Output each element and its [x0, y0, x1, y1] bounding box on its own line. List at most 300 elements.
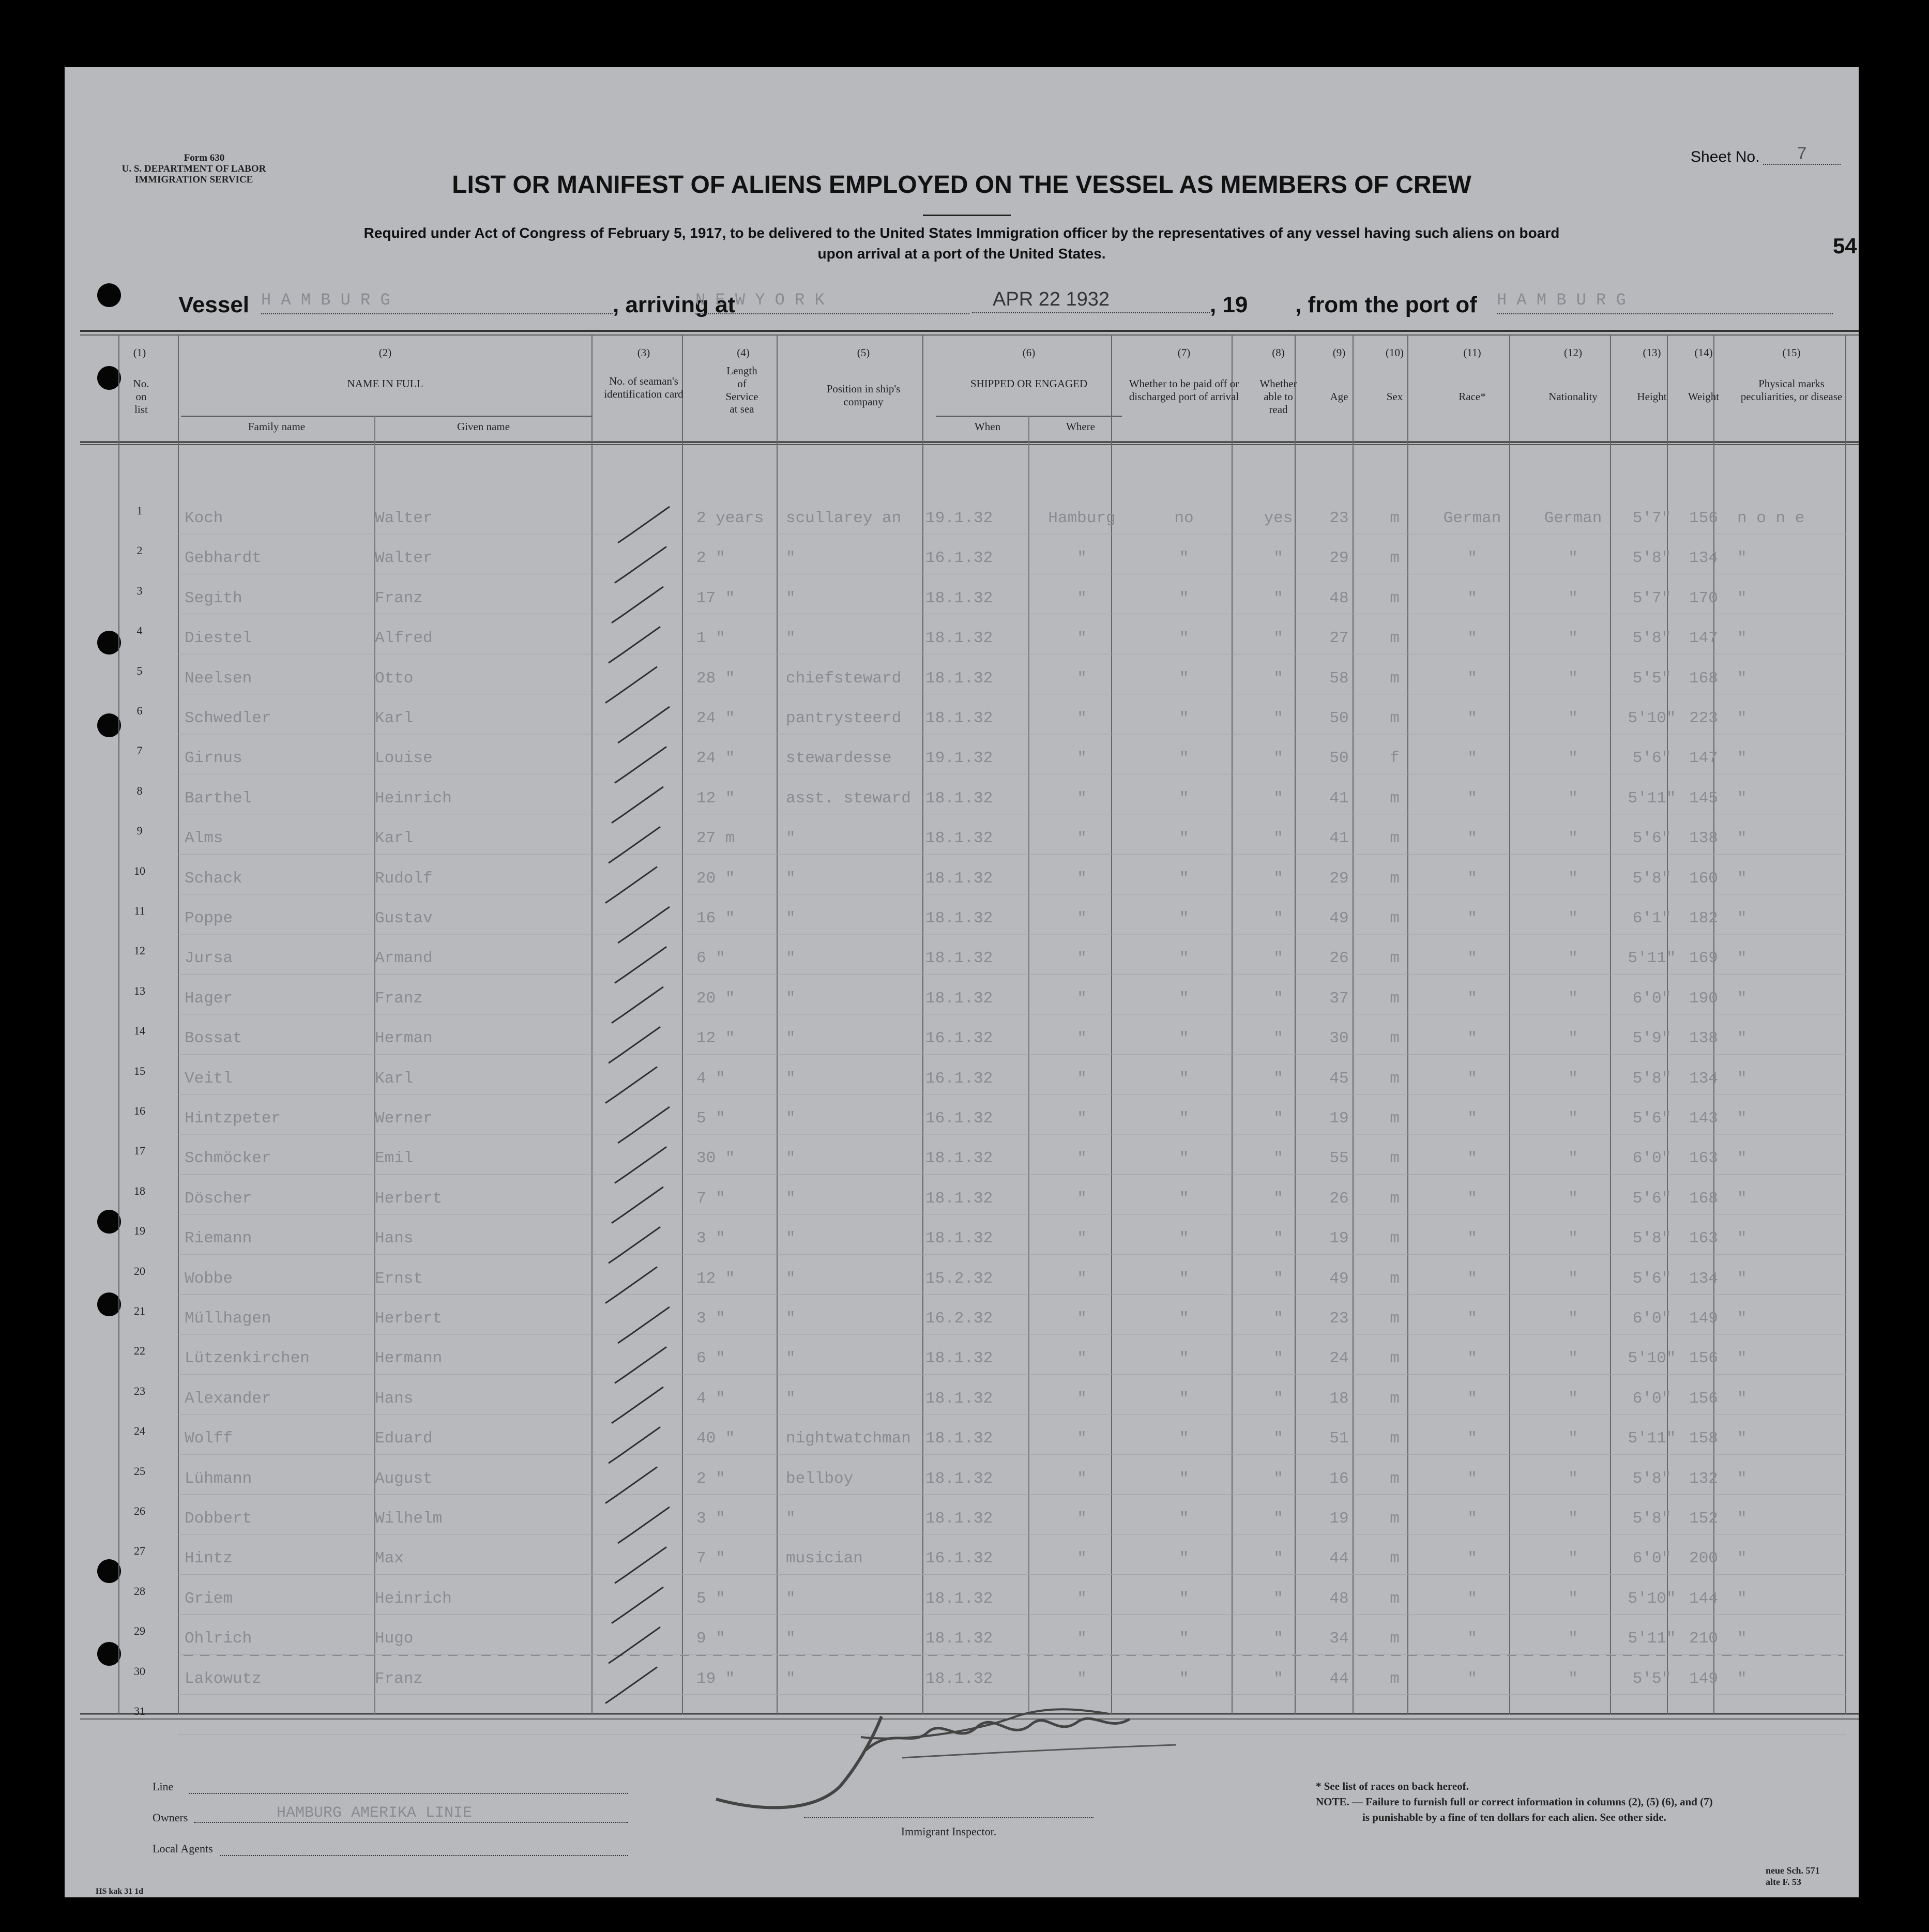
cell-read: " [1273, 1510, 1283, 1528]
row-number: 30 [134, 1664, 145, 1678]
cell-race: " [1467, 829, 1477, 848]
col2-label: NAME IN FULL [347, 377, 423, 390]
cell-sex: m [1390, 1229, 1400, 1248]
cell-race: " [1467, 1269, 1477, 1288]
cell-age: 23 [1329, 1310, 1349, 1328]
cell-nationality: " [1568, 669, 1578, 688]
cell-paid: " [1179, 549, 1189, 568]
cell-weight: 147 [1689, 749, 1718, 768]
cell-when: 18.1.32 [925, 1229, 993, 1248]
row-number: 11 [134, 904, 145, 917]
cell-age: 50 [1329, 749, 1349, 768]
cell-family: Koch [185, 509, 223, 527]
col9-label: Age [1330, 390, 1348, 403]
cell-read: " [1273, 989, 1283, 1008]
cell-sex: m [1390, 1669, 1400, 1688]
cell-weight: 138 [1689, 829, 1718, 848]
table-row [65, 944, 1859, 975]
cell-family: Müllhagen [185, 1310, 271, 1328]
cell-sex: m [1390, 509, 1400, 527]
col11-label: Race* [1459, 390, 1486, 403]
cell-when: 18.1.32 [925, 709, 993, 727]
cell-family: Schack [185, 869, 242, 888]
cell-given: Hermann [375, 1349, 443, 1368]
cell-nationality: " [1568, 1310, 1578, 1328]
cell-service: 2 " [696, 1469, 725, 1488]
cell-nationality: " [1568, 1469, 1578, 1488]
row-number: 25 [134, 1464, 145, 1478]
cell-paid: " [1179, 1029, 1189, 1048]
cell-read: " [1273, 709, 1283, 727]
line-label: Line [153, 1780, 174, 1793]
cell-paid: " [1179, 1069, 1189, 1088]
cell-height: 5'6" [1632, 1189, 1672, 1208]
cell-position: stewardesse [786, 749, 892, 768]
cell-race: German [1443, 509, 1501, 527]
cell-when: 18.1.32 [925, 1630, 993, 1648]
col12-number: (12) [1564, 346, 1582, 359]
cell-paid: " [1179, 709, 1189, 727]
cell-marks: " [1737, 869, 1747, 888]
table-row [65, 1224, 1859, 1255]
cell-given: Eduard [375, 1429, 433, 1448]
cell-given: Franz [375, 1669, 423, 1688]
cell-marks: " [1737, 1269, 1747, 1288]
cell-given: Herbert [375, 1189, 443, 1208]
cell-race: " [1467, 1229, 1477, 1248]
cell-weight: 156 [1689, 509, 1718, 527]
cell-read: " [1273, 1149, 1283, 1168]
col5-number: (5) [857, 346, 870, 359]
cell-age: 19 [1329, 1510, 1349, 1528]
row-number: 29 [134, 1624, 145, 1638]
cell-position: " [786, 1589, 796, 1608]
cell-race: " [1467, 989, 1477, 1008]
cell-weight: 190 [1689, 989, 1718, 1008]
col4-label: Length of Service at sea [725, 364, 758, 416]
cell-paid: " [1179, 589, 1189, 607]
table-row [65, 904, 1859, 935]
cell-read: " [1273, 1429, 1283, 1448]
cell-family: Neelsen [185, 669, 252, 688]
cell-height: 6'0" [1632, 1549, 1672, 1568]
cell-service: 20 " [696, 869, 735, 888]
cell-read: " [1273, 669, 1283, 688]
cell-service: 5 " [696, 1589, 725, 1608]
cell-marks: " [1737, 829, 1747, 848]
schedule-new: neue Sch. 571 [1766, 1865, 1820, 1876]
cell-sex: m [1390, 1029, 1400, 1048]
row-number: 31 [134, 1705, 145, 1717]
cell-nationality: " [1568, 1389, 1578, 1408]
cell-height: 5'10" [1628, 709, 1676, 727]
cell-paid: " [1179, 1469, 1189, 1488]
cell-nationality: " [1568, 749, 1578, 768]
cell-sex: m [1390, 869, 1400, 888]
cell-paid: " [1179, 629, 1189, 648]
cell-age: 51 [1329, 1429, 1349, 1448]
cell-nationality: " [1568, 789, 1578, 808]
cell-nationality: " [1568, 1029, 1578, 1048]
cell-when: 18.1.32 [925, 1389, 993, 1408]
cell-family: Lützenkirchen [185, 1349, 310, 1368]
table-row [65, 1585, 1859, 1616]
row-number: 19 [134, 1224, 145, 1238]
cell-read: " [1273, 749, 1283, 768]
cell-service: 24 " [696, 709, 735, 727]
cell-given: Hans [375, 1389, 414, 1408]
cell-where: " [1077, 1149, 1087, 1168]
from-port-label: , from the port of [1295, 292, 1477, 317]
owners-value: HAMBURG AMERIKA LINIE [194, 1804, 628, 1823]
owners-label: Owners [153, 1811, 188, 1824]
cell-position: bellboy [786, 1469, 854, 1488]
cell-age: 48 [1329, 589, 1349, 607]
cell-weight: 160 [1689, 869, 1718, 888]
cell-given: Walter [375, 509, 433, 527]
col14-label: Weight [1688, 390, 1720, 403]
cell-given: Franz [375, 589, 423, 607]
row-number: 16 [134, 1104, 145, 1117]
cell-nationality: " [1568, 1510, 1578, 1528]
cell-paid: " [1179, 1669, 1189, 1688]
cell-when: 18.1.32 [925, 1189, 993, 1208]
cell-marks: " [1737, 1549, 1747, 1568]
row-number: 22 [134, 1344, 145, 1358]
cell-sex: m [1390, 589, 1400, 607]
row-number: 24 [134, 1424, 145, 1438]
penalty-note-1: NOTE. — Failure to furnish full or correct information in columns (2), (5) (6), and (7) [1316, 1796, 1713, 1808]
cell-where: " [1077, 1029, 1087, 1048]
cell-given: Heinrich [375, 1589, 452, 1608]
cell-given: Herman [375, 1029, 433, 1048]
col2-given-label: Given name [457, 420, 510, 433]
cell-age: 27 [1329, 629, 1349, 648]
cell-nationality: " [1568, 629, 1578, 648]
cell-marks: " [1737, 1029, 1747, 1048]
table-row [65, 1424, 1859, 1455]
cell-where: " [1077, 669, 1087, 688]
table-row [65, 704, 1859, 735]
sheet-no-value: 7 [1763, 144, 1841, 165]
cell-position: asst. steward [786, 789, 911, 808]
cell-height: 5'8" [1632, 1229, 1672, 1248]
cell-race: " [1467, 1429, 1477, 1448]
cell-given: Karl [375, 709, 414, 727]
cell-race: " [1467, 1149, 1477, 1168]
cell-position: " [786, 1389, 796, 1408]
cell-where: Hamburg [1048, 509, 1116, 527]
cell-weight: 145 [1689, 789, 1718, 808]
cell-marks: " [1737, 1109, 1747, 1128]
cell-given: Louise [375, 749, 433, 768]
cell-paid: " [1179, 1149, 1189, 1168]
cell-when: 18.1.32 [925, 1349, 993, 1368]
cell-nationality: " [1568, 869, 1578, 888]
cell-height: 5'7" [1632, 509, 1672, 527]
cell-when: 18.1.32 [925, 1149, 993, 1168]
col6-where-label: Where [1066, 420, 1095, 433]
cell-age: 24 [1329, 1349, 1349, 1368]
cell-when: 18.1.32 [925, 869, 993, 888]
cell-family: Lakowutz [185, 1669, 262, 1688]
cell-position: " [786, 1510, 796, 1528]
cell-read: " [1273, 909, 1283, 927]
row-number: 28 [134, 1584, 145, 1598]
cell-where: " [1077, 1109, 1087, 1128]
cell-paid: " [1179, 1310, 1189, 1328]
cell-nationality: " [1568, 909, 1578, 927]
cell-marks: " [1737, 749, 1747, 768]
cell-weight: 182 [1689, 909, 1718, 927]
cell-weight: 170 [1689, 589, 1718, 607]
cell-age: 58 [1329, 669, 1349, 688]
cell-nationality: " [1568, 1669, 1578, 1688]
cell-sex: m [1390, 1429, 1400, 1448]
table-row [65, 1624, 1859, 1655]
cell-weight: 168 [1689, 669, 1718, 688]
cell-nationality: " [1568, 549, 1578, 568]
cell-race: " [1467, 1189, 1477, 1208]
cell-family: Alexander [185, 1389, 271, 1408]
cell-position: " [786, 1310, 796, 1328]
cell-age: 16 [1329, 1469, 1349, 1488]
cell-read: " [1273, 1229, 1283, 1248]
cell-race: " [1467, 549, 1477, 568]
cell-weight: 223 [1689, 709, 1718, 727]
cell-weight: 134 [1689, 1069, 1718, 1088]
cell-age: 44 [1329, 1669, 1349, 1688]
cell-age: 19 [1329, 1229, 1349, 1248]
cell-weight: 158 [1689, 1429, 1718, 1448]
cell-marks: " [1737, 709, 1747, 727]
cell-age: 49 [1329, 1269, 1349, 1288]
cell-where: " [1077, 549, 1087, 568]
inspector-signature [685, 1696, 1228, 1825]
cell-given: Werner [375, 1109, 433, 1128]
cell-when: 18.1.32 [925, 629, 993, 648]
cell-sex: m [1390, 629, 1400, 648]
cell-read: " [1273, 1269, 1283, 1288]
cell-given: Wilhelm [375, 1510, 443, 1528]
cell-given: Hans [375, 1229, 414, 1248]
cell-given: Karl [375, 1069, 414, 1088]
cell-read: " [1273, 589, 1283, 607]
cell-read: " [1273, 1469, 1283, 1488]
cell-nationality: " [1568, 1229, 1578, 1248]
cell-service: 5 " [696, 1109, 725, 1128]
col3-label: No. of seaman's identification card [604, 375, 683, 400]
col11-number: (11) [1463, 346, 1481, 359]
local-agents-field [220, 1855, 628, 1856]
cell-sex: m [1390, 1630, 1400, 1648]
table-row [65, 1265, 1859, 1296]
table-row [65, 984, 1859, 1015]
row-number: 10 [134, 864, 145, 877]
cell-paid: " [1179, 909, 1189, 927]
col4-number: (4) [737, 346, 750, 359]
row-number: 13 [134, 984, 145, 997]
cell-height: 5'6" [1632, 1109, 1672, 1128]
table-row [65, 504, 1859, 535]
print-code: HS kak 31 1d [96, 1887, 144, 1896]
cell-weight: 149 [1689, 1669, 1718, 1688]
cell-where: " [1077, 709, 1087, 727]
cell-weight: 200 [1689, 1549, 1718, 1568]
table-row [65, 624, 1859, 655]
cell-sex: m [1390, 1510, 1400, 1528]
inspector-field [804, 1817, 1093, 1818]
cell-height: 6'0" [1632, 1149, 1672, 1168]
row-number: 3 [136, 584, 143, 597]
col13-label: Height [1637, 390, 1667, 403]
cell-position: " [786, 1229, 796, 1248]
cell-family: Girnus [185, 749, 242, 768]
cell-weight: 144 [1689, 1589, 1718, 1608]
cell-service: 2 years [696, 509, 764, 527]
cell-nationality: " [1568, 1549, 1578, 1568]
col1-number: (1) [133, 346, 146, 359]
cell-paid: " [1179, 789, 1189, 808]
row-number: 26 [134, 1504, 145, 1517]
cell-where: " [1077, 1510, 1087, 1528]
cell-race: " [1467, 1549, 1477, 1568]
department-name: U. S. DEPARTMENT OF LABOR [121, 163, 266, 174]
vessel-label: Vessel [178, 292, 250, 317]
cell-marks: n o n e [1737, 509, 1805, 527]
cell-weight: 149 [1689, 1310, 1718, 1328]
cell-marks: " [1737, 1310, 1747, 1328]
cell-position: " [786, 829, 796, 848]
cell-service: 6 " [696, 949, 725, 968]
cell-sex: m [1390, 1069, 1400, 1088]
cell-nationality: German [1544, 509, 1602, 527]
cell-sex: m [1390, 549, 1400, 568]
cell-read: " [1273, 789, 1283, 808]
cell-family: Bossat [185, 1029, 242, 1048]
cell-marks: " [1737, 589, 1747, 607]
cell-height: 5'8" [1632, 1510, 1672, 1528]
cell-position: " [786, 1069, 796, 1088]
cell-given: Ernst [375, 1269, 423, 1288]
cell-family: Dobbert [185, 1510, 252, 1528]
cell-position: " [786, 949, 796, 968]
cell-marks: " [1737, 629, 1747, 648]
row-number: 2 [136, 544, 143, 557]
cell-weight: 132 [1689, 1469, 1718, 1488]
cell-when: 18.1.32 [925, 1429, 993, 1448]
cell-family: Segith [185, 589, 242, 607]
cell-race: " [1467, 949, 1477, 968]
col1-label: No. on list [133, 377, 149, 416]
cell-height: 5'10" [1628, 1349, 1676, 1368]
cell-where: " [1077, 1349, 1087, 1368]
cell-nationality: " [1568, 1069, 1578, 1088]
cell-race: " [1467, 589, 1477, 607]
row-number: 8 [136, 784, 143, 797]
cell-read: " [1273, 629, 1283, 648]
line-field [189, 1793, 628, 1794]
cell-weight: 134 [1689, 1269, 1718, 1288]
cell-read: " [1273, 829, 1283, 848]
cell-race: " [1467, 1069, 1477, 1088]
col10-number: (10) [1386, 346, 1404, 359]
cell-position: " [786, 1149, 796, 1168]
cell-height: 5'8" [1632, 1069, 1672, 1088]
cell-when: 18.1.32 [925, 789, 993, 808]
arrival-date-stamp: APR 22 1932 [972, 288, 1210, 313]
cell-position: " [786, 589, 796, 607]
arriving-label: , arriving at [613, 292, 736, 317]
cell-service: 24 " [696, 749, 735, 768]
cell-where: " [1077, 1310, 1087, 1328]
col10-label: Sex [1386, 390, 1403, 403]
cell-marks: " [1737, 989, 1747, 1008]
cell-where: " [1077, 989, 1087, 1008]
cell-position: " [786, 869, 796, 888]
manifest-sheet [65, 67, 1859, 1897]
cell-age: 41 [1329, 829, 1349, 848]
cell-when: 16.1.32 [925, 1109, 993, 1128]
cell-nationality: " [1568, 1189, 1578, 1208]
cell-position: " [786, 1349, 796, 1368]
cell-when: 18.1.32 [925, 1469, 993, 1488]
cell-marks: " [1737, 1229, 1747, 1248]
row-number: 5 [136, 664, 143, 677]
cell-age: 23 [1329, 509, 1349, 527]
cell-sex: m [1390, 1109, 1400, 1128]
cell-weight: 152 [1689, 1510, 1718, 1528]
cell-when: 18.1.32 [925, 1510, 993, 1528]
cell-when: 18.1.32 [925, 669, 993, 688]
cell-given: Hugo [375, 1630, 414, 1648]
cell-position: " [786, 1669, 796, 1688]
cell-sex: m [1390, 1549, 1400, 1568]
cell-read: " [1273, 1109, 1283, 1128]
cell-nationality: " [1568, 989, 1578, 1008]
cell-family: Jursa [185, 949, 233, 968]
table-row [65, 784, 1859, 815]
cell-marks: " [1737, 1589, 1747, 1608]
cell-service: 40 " [696, 1429, 735, 1448]
cell-height: 5'11" [1628, 949, 1676, 968]
col15-label: Physical marks peculiarities, or disease [1740, 377, 1843, 403]
cell-paid: " [1179, 1389, 1189, 1408]
cell-height: 5'11" [1628, 1630, 1676, 1648]
cell-family: Veitl [185, 1069, 233, 1088]
cell-where: " [1077, 829, 1087, 848]
cell-sex: m [1390, 829, 1400, 848]
cell-height: 6'1" [1632, 909, 1672, 927]
cell-age: 50 [1329, 709, 1349, 727]
cell-where: " [1077, 1189, 1087, 1208]
cell-given: Karl [375, 829, 414, 848]
cell-paid: " [1179, 749, 1189, 768]
cell-age: 37 [1329, 989, 1349, 1008]
cell-when: 18.1.32 [925, 1669, 993, 1688]
col7-label: Whether to be paid off or discharged port of arrival [1129, 377, 1239, 403]
cell-given: Herbert [375, 1310, 443, 1328]
cell-family: Gebhardt [185, 549, 262, 568]
cell-weight: 147 [1689, 629, 1718, 648]
cell-sex: m [1390, 1589, 1400, 1608]
cell-when: 18.1.32 [925, 829, 993, 848]
cell-sex: m [1390, 1349, 1400, 1368]
from-port: H A M B U R G [1497, 291, 1833, 314]
cell-weight: 169 [1689, 949, 1718, 968]
cell-service: 1 " [696, 629, 725, 648]
row-number: 27 [134, 1544, 145, 1558]
